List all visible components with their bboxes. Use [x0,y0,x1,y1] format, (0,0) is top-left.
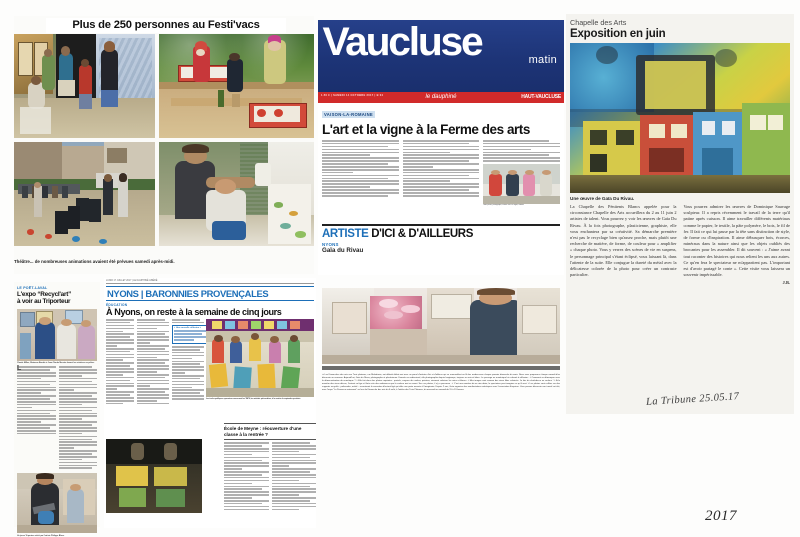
nyons-section-band: NYONS | BARONNIES PROVENÇALES [106,286,314,301]
photo-painting-workshop [14,34,155,138]
nyons-sub-columns [224,442,316,511]
artiste-article-text: ➔ Les Dimanches des arts aux Trois platanes, rue Maladrerie, ont débuté début mai avec un panel d'artistes d'ici et d'ailleurs qui se renouvellent au fil des rendez-vous chaque premier dimanche du mois. Nous vous proposons chaque samedi d'en découvrir un nouveau. Aujourd'hui, Gaïa du Rivau, photographe et plasticienne. Formée en audiovisuel, elle photographie depuis longtemps, toujours en noir et blanc. Le passage au numérique lui a donné à réflexion : « Comment se démarquer avec la démocratisation du numérique ? » Elle fait alors des photos repeintes : pastels, crayons de couleur, peinture, viennent coloriser les noirs et blancs. « Mes images sont comme des vieux films colorisés. Je fais du clair/obscur en couleur ! » À la manière des vieux décors, l'instant se fige et Gaïa crée des ambiances que la couleur met en avant. Sur ces photos, il n'y a personne : « C'est une manière de ne rien dater, le spectateur peut imaginer ce qu'il veut. » Les photos sont collées sur des supports recyclés : palissades, métal... accentuant la sensation d'instant figé qui offre une porte ouverte à l'imaginaire. Depuis 2 ans, Gaïa organise des manifestations artistiques avec l'association Esquisse. Vous pouvez découvrir son travail cet été, avec l'expo "La Provence autrement" ou lors du Dimanche des arts du 6 août, à l'atelier des Trois Platanes, du mercredi au samedi de 15 à 19 heures. [322,374,560,392]
poet-headline-line1: L'expo “Recycl'art” [17,291,72,298]
tribune-text-columns [570,204,790,285]
nyons-lower-photo [106,439,202,513]
festivacs-clipping [14,16,314,274]
artiste-title-rest: D'ICI & D'AILLEURS [368,227,473,240]
nyons-column-3 [172,319,204,401]
nyons-inset-box [172,325,208,344]
poet-column-2 [59,366,98,470]
vaucluse-matin-clipping [318,20,564,275]
nyons-column-1 [106,319,134,406]
tribune-column-left: La Chapelle des Pénitents Blancs appelée pour la circonstance Chapelle des Arts accueillera du 2 au 11 juin 2 artistes de talent. Vous pourrez y voir les œuvres de Gaïa Du Rivau. À la fois photographe, plasticienne, graphiste, elle vous enchantera par sa créativité. Sa démarche première n'est pas le recyclage bien qu'assez proche, mais plutôt une recherche de matière, de forme, de couleur pour « amplifier » chaque photo. Vous y verrez des scènes de vie en suspens, le personnage principal s'étant éclipsé, vous laissant là, dans l'attente de la suite. Elle conjugue la dureté du métal avec la délicatesse colorée de la photo pour créer un contraste particulier. [570,204,677,278]
tribune-title: Exposition en juin [570,28,666,40]
vaucluse-column-2 [403,140,480,220]
nyons-column-2 [137,319,169,406]
nyons-sub-headline: École de Meyne : réouverture d'une classe à la rentrée ? [224,423,316,440]
nyons-sub-column-2 [272,442,317,511]
tribune-signature: J.B. [782,280,790,286]
vaucluse-masthead [318,20,564,92]
artiste-section-rule [322,224,560,226]
artiste-photo-caption-bar [322,366,560,370]
festivacs-photo-grid [14,34,314,256]
nyons-rubric: ÉDUCATION [106,303,128,307]
vaucluse-column-3 [483,140,560,220]
poet-photo1-caption: Claude Millox, Marianne Bardet et Jean-Claude Mercier devant les créations recyclées. [17,362,95,365]
nyons-headline: À Nyons, on reste à la semaine de cinq jours [106,307,282,317]
poet-photo-visitor [17,473,97,533]
nyons-subarticle [224,423,316,512]
vaucluse-article-columns [322,140,560,220]
photo-courtyard-chairs [14,142,155,246]
nyons-clipping [104,278,316,528]
vaucluse-headline: L'art et la vigne à la Ferme des arts [322,122,530,137]
artiste-section-title [322,228,560,240]
artiste-location: NYONS [322,241,339,247]
vaucluse-column-1 [322,140,399,220]
year-stamp: 2017 [705,508,737,524]
nyons-main-row [106,319,314,437]
photo-child-painting [159,142,314,246]
poet-column-1 [17,366,56,470]
poet-photo2-caption: Un jeune Triporteur visité par l'artiste Philippe Blanc. [17,534,65,537]
vaucluse-photo-people [483,164,560,204]
tribune-chapelle-clipping [566,14,794,414]
poet-text-columns [17,366,97,470]
poet-rubric: LE POËT-LAVAL [17,286,48,290]
artiste-article-body [322,374,560,524]
masthead-group-name: le dauphiné [425,93,457,100]
poet-headline-line2: à voir au Triporteur [17,298,71,306]
masthead-wordmark: Vaucluse [322,20,482,64]
masthead-edition: HAUT-VAUCLUSE [521,94,561,101]
photo-outdoor-tables [159,34,314,138]
tribune-artwork-photo [570,43,790,193]
masthead-suffix: matin [528,54,557,66]
artiste-name: Gaïa du Rivau [322,246,364,254]
festivacs-caption: Théâtre... de nombreuses animations avaient été prévues samedi après-midi. [14,259,175,264]
nyons-sub-column-1 [224,442,269,511]
nyons-classroom-photo [206,319,314,397]
poet-laval-clipping [14,282,100,537]
vaucluse-rubric: VAISON-LA-ROMAINE [324,112,373,117]
tribune-kicker: Chapelle des Arts [570,18,627,27]
tribune-photo-caption: Une œuvre de Gaïa Du Rivau. [570,196,635,201]
vaucluse-photo-caption: Notre photo, photographe, illustre l'art et la vigne, samedi [483,204,524,206]
artiste-photo [322,288,560,364]
nyons-photo-caption: Les écoles publiques nyonsaises conservent les TAPS, les activités périscolaires, à la rentrée de septembre prochain. [206,398,301,400]
handwritten-annotation: La Tribune 25.05.17 [645,391,740,408]
tribune-column-right: Vous pourrez admirer les œuvres de Dominique Sauvage sculpteur. Il a repris récemment le travail de la terre qu'il patine après cuisson. Il aime travailler différents matériaux comme le papier, le textile, la pâte polymère, le bois, le fil de fer. Il fait ce qui lui passe par la tête sans distinction de style, de forme ou d'inspiration. Il aime débusquer bois, écorces, minéraux dans la nature ainsi que les objets oubliés des brocantes pour les assembler. Il dit souvent : « J'aime avant tout raconter des histoires qui nous relient les uns aux autres. Ce qu'en fera le spectateur ne m'appartient pas. L'important est d'avoir partagé le conte ». Cette visite vous laissera un souvenir impérissable. [683,204,790,278]
masthead-info-strip [318,92,564,103]
masthead-issue-info: 1.50 € | SAMEDI 14 OCTOBRE 2017 | B 04 [321,94,384,97]
artiste-title-accent: ARTISTE [322,227,369,240]
nyons-dateline: LUNDI 17 JUILLET 2017 | LE DAUPHINÉ LIBÉRÉ [106,280,314,284]
nyons-inset-box-title: « Une nouvelle réflexion » [174,327,201,330]
festivacs-headline: Plus de 250 personnes au Festi'vacs [46,18,286,33]
poet-photo-group [17,309,97,361]
tribune-column-right-wrap [684,204,791,285]
